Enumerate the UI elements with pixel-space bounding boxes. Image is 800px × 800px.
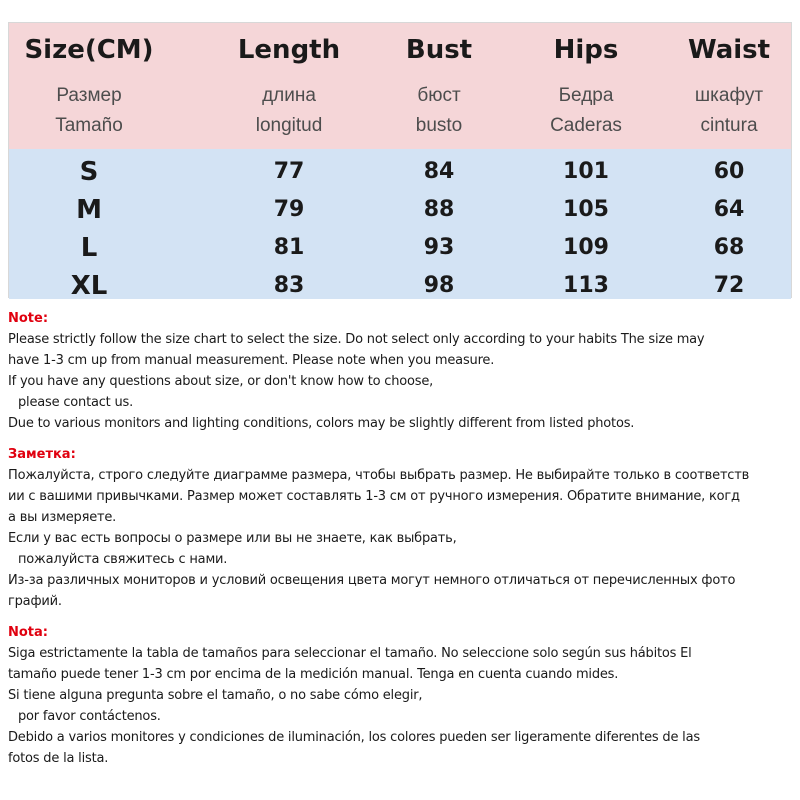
row-size: M (76, 195, 102, 225)
row-bust: 84 (423, 159, 455, 184)
row-bust: 93 (423, 235, 455, 260)
header-waist-es: cintura (700, 115, 758, 136)
table-body (9, 149, 791, 299)
note-line: please contact us. (18, 395, 134, 410)
header-size: Size(CM) (24, 35, 154, 65)
note-title-en: Note: (8, 311, 49, 326)
note-line: fotos de la lista. (8, 751, 109, 766)
note-line: Из-за различных мониторов и условий освещения цвета могут немного отличаться от перечисленных фото (8, 573, 736, 588)
table-row (9, 193, 791, 231)
note-english (8, 308, 792, 434)
header-bust: Bust (405, 35, 473, 65)
row-size: L (80, 233, 98, 263)
note-line: Please strictly follow the size chart to select the size. Do not select only according to your habits The size may (8, 332, 705, 347)
table-row (9, 269, 791, 307)
row-hips: 105 (563, 197, 609, 222)
header-size-ru: Размер (56, 85, 122, 106)
note-line: а вы измеряете. (8, 510, 117, 525)
header-bust-ru: бюст (417, 85, 461, 106)
row-waist: 64 (713, 197, 745, 222)
note-line: have 1-3 cm up from manual measurement. Please note when you measure. (8, 353, 495, 368)
table-row (9, 155, 791, 193)
note-title-ru: Заметка: (8, 447, 76, 462)
size-chart-table (8, 22, 792, 301)
note-line: Siga estrictamente la tabla de tamaños para seleccionar el tamaño. No seleccione solo según sus hábitos El (8, 646, 692, 661)
note-line: ии с вашими привычками. Размер может составлять 1-3 см от ручного измерения. Обратите внимание, когд (8, 489, 740, 504)
row-bust: 88 (423, 197, 455, 222)
note-title-es: Nota: (8, 625, 48, 640)
note-line: tamaño puede tener 1-3 cm por encima de la medición manual. Tenga en cuenta cuando mides. (8, 667, 619, 682)
table-row (9, 231, 791, 269)
header-length-ru: длина (262, 85, 316, 106)
row-length: 81 (273, 235, 305, 260)
row-hips: 109 (563, 235, 609, 260)
row-length: 77 (273, 159, 305, 184)
row-waist: 72 (713, 273, 745, 298)
note-line: графий. (8, 594, 62, 609)
note-line: Пожалуйста, строго следуйте диаграмме размера, чтобы выбрать размер. Не выбирайте только в соответств (8, 468, 750, 483)
header-length: Length (237, 35, 341, 65)
header-length-es: longitud (255, 115, 323, 136)
header-bust-es: busto (415, 115, 463, 136)
row-waist: 60 (713, 159, 745, 184)
note-line: Debido a varios monitores y condiciones de iluminación, los colores pueden ser ligeramente diferentes de las (8, 730, 700, 745)
size-notes (8, 308, 792, 779)
row-length: 83 (273, 273, 305, 298)
note-line: por favor contáctenos. (18, 709, 161, 724)
row-hips: 101 (563, 159, 609, 184)
row-bust: 98 (423, 273, 455, 298)
header-hips-es: Caderas (550, 115, 622, 136)
row-waist: 68 (713, 235, 745, 260)
note-line: Due to various monitors and lighting conditions, colors may be slightly different from listed photos. (8, 416, 635, 431)
note-russian (8, 444, 792, 612)
row-hips: 113 (563, 273, 609, 298)
table-header (9, 23, 791, 149)
row-size: XL (70, 271, 108, 301)
header-waist-ru: шкафут (694, 85, 764, 106)
header-hips-ru: Бедра (558, 85, 614, 106)
row-size: S (79, 157, 99, 187)
note-spanish (8, 622, 792, 769)
header-waist: Waist (687, 35, 771, 65)
header-hips: Hips (553, 35, 619, 65)
header-size-es: Tamaño (55, 115, 123, 136)
row-length: 79 (273, 197, 305, 222)
note-line: If you have any questions about size, or don't know how to choose, (8, 374, 434, 389)
note-line: Если у вас есть вопросы о размере или вы не знаете, как выбрать, (8, 531, 457, 546)
note-line: Si tiene alguna pregunta sobre el tamaño, o no sabe cómo elegir, (8, 688, 423, 703)
note-line: пожалуйста свяжитесь с нами. (18, 552, 228, 567)
